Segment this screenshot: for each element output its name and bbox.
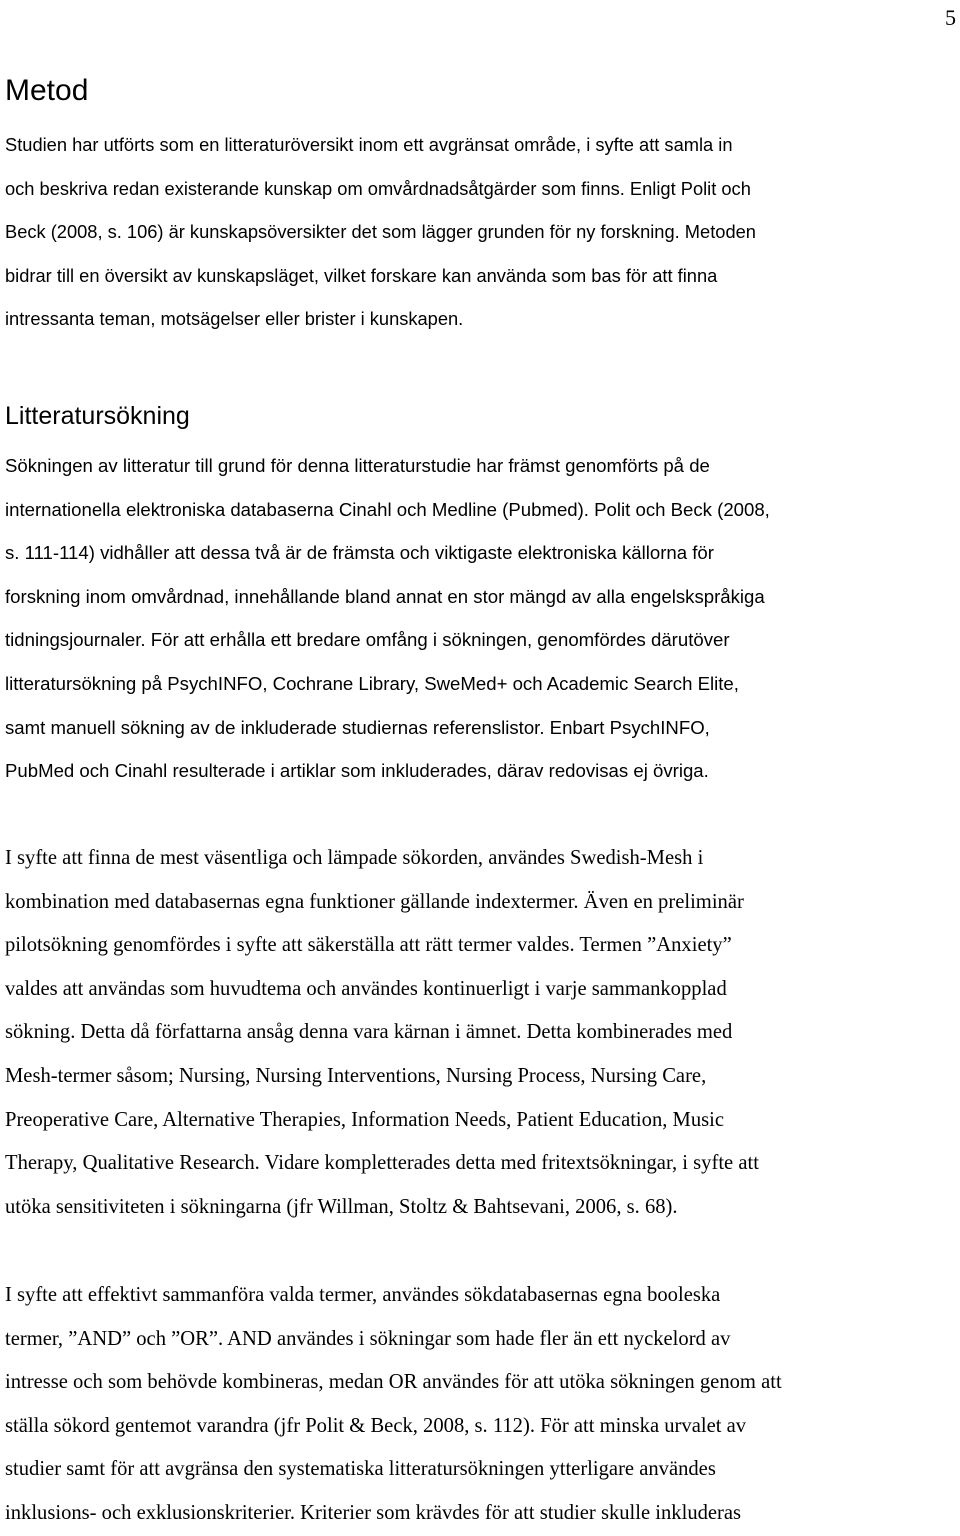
paragraph-metod (5, 123, 960, 341)
text-line: utöka sensitiviteten i sökningarna (jfr Willman, Stoltz & Bahtsevani, 2006, s. 68). (5, 1195, 678, 1218)
text-line: forskning inom omvårdnad, innehållande bland annat en stor mängd av alla engelskspråkiga (5, 585, 765, 607)
text-line: tidningsjournaler. För att erhålla ett bredare omfång i sökningen, genomfördes därutöver (5, 629, 730, 651)
text-line: pilotsökning genomfördes i syfte att säkerställa att rätt termer valdes. Termen ”Anxiety” (5, 934, 732, 957)
page-number: 5 (945, 5, 956, 30)
section-heading-metod: Metod (5, 74, 89, 107)
paragraph-databases (5, 444, 960, 793)
text-line: Beck (2008, s. 106) är kunskapsöversikter det som lägger grunden för ny forskning. Metoden (5, 221, 756, 243)
text-line: och beskriva redan existerande kunskap om omvårdnadsåtgärder som finns. Enligt Polit och (5, 177, 751, 199)
paragraph-search-terms (5, 837, 960, 1229)
text-line: intressanta teman, motsägelser eller brister i kunskapen. (5, 308, 464, 330)
text-line: PubMed och Cinahl resulterade i artiklar som inkluderades, därav redovisas ej övriga. (5, 760, 709, 782)
text-line: I syfte att finna de mest väsentliga och lämpade sökorden, användes Swedish-Mesh i (5, 847, 704, 869)
text-line: s. 111-114) vidhåller att dessa två är de främsta och viktigaste elektroniska källorna för (5, 542, 714, 564)
section-heading-litteratursokning: Litteratursökning (5, 402, 190, 430)
text-line: kombination med databasernas egna funktioner gällande indextermer. Även en preliminär (5, 890, 744, 913)
paragraph-boolean-terms (5, 1274, 960, 1536)
text-line: Mesh-termer såsom; Nursing, Nursing Interventions, Nursing Process, Nursing Care, (5, 1064, 707, 1087)
text-line: Preoperative Care, Alternative Therapies, Information Needs, Patient Education, Music (5, 1108, 725, 1131)
text-line: inklusions- och exklusionskriterier. Kriterier som krävdes för att studier skulle inkluderas (5, 1501, 742, 1524)
text-line: sökning. Detta då författarna ansåg denna vara kärnan i ämnet. Detta kombinerades med (5, 1021, 733, 1044)
text-line: I syfte att effektivt sammanföra valda termer, användes sökdatabasernas egna booleska (5, 1284, 721, 1306)
text-line: Studien har utförts som en litteraturöversikt inom ett avgränsat område, i syfte att samla in (5, 134, 733, 155)
text-line: termer, ”AND” och ”OR”. AND användes i sökningar som hade fler än ett nyckelord av (5, 1327, 731, 1350)
text-line: valdes att användas som huvudtema och användes kontinuerligt i varje sammankopplad (5, 977, 727, 1000)
text-line: samt manuell sökning av de inkluderade studiernas referenslistor. Enbart PsychINFO, (5, 716, 710, 738)
text-line: intresse och som behövde kombineras, medan OR användes för att utöka sökningen genom att (5, 1371, 782, 1394)
text-line: studier samt för att avgränsa den systematiska litteratursökningen ytterligare användes (5, 1458, 716, 1481)
text-line: litteratursökning på PsychINFO, Cochrane Library, SweMed+ och Academic Search Elite, (5, 672, 739, 694)
text-line: Sökningen av litteratur till grund för denna litteraturstudie har främst genomförts på de (5, 455, 710, 476)
text-line: ställa sökord gentemot varandra (jfr Polit & Beck, 2008, s. 112). För att minska urvalet av (5, 1414, 747, 1437)
text-line: internationella elektroniska databaserna Cinahl och Medline (Pubmed). Polit och Beck (2008, (5, 498, 770, 520)
text-line: Therapy, Qualitative Research. Vidare kompletterades detta med fritextsökningar, i syfte att (5, 1152, 759, 1175)
text-line: bidrar till en översikt av kunskapsläget, vilket forskare kan använda som bas för att finna (5, 264, 718, 286)
